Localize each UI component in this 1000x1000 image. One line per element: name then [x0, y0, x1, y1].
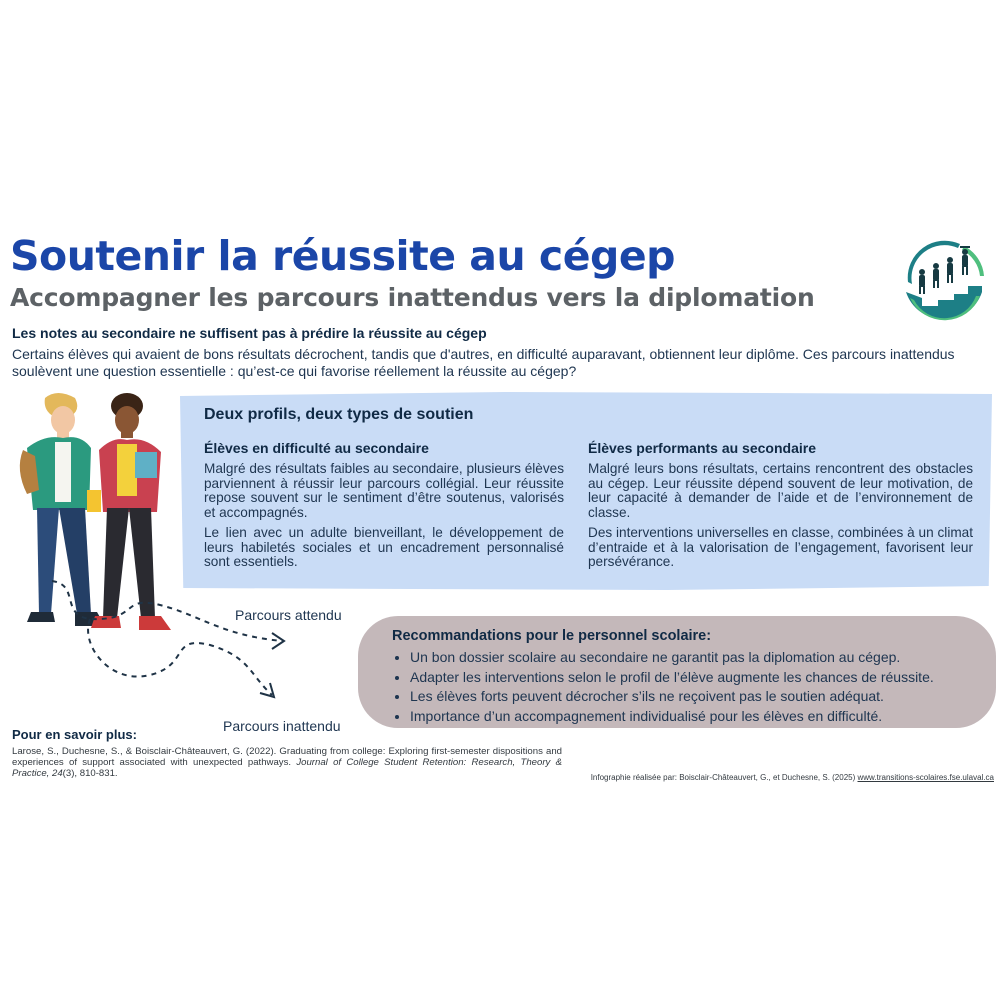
profile-left-heading: Élèves en difficulté au secondaire	[204, 440, 429, 456]
reference-issue: (3), 810-831.	[62, 768, 118, 779]
profile-left-p1: Malgré des résultats faibles au secondaire, plusieurs élèves parviennent à réussir leur parcours collégial. Leur réussite repose souvent sur le sentiment d’être soutenus, valorisés et accompagnés.	[204, 461, 564, 520]
credit-line	[574, 773, 994, 782]
profile-right-text	[588, 462, 973, 576]
credit-website-link[interactable]: www.transitions-scolaires.fse.ulaval.ca	[857, 773, 994, 782]
unexpected-path-label: Parcours inattendu	[223, 718, 341, 734]
lead-heading: Les notes au secondaire ne suffisent pas à prédire la réussite au cégep	[12, 325, 487, 341]
page-title: Soutenir la réussite au cégep	[10, 232, 676, 280]
profile-left-text	[204, 462, 564, 576]
reference-authors-title: Larose, S., Duchesne, S., & Boisclair-Châteauvert, G. (2022). Graduating from college: Exploring first-semester dispositions and experiences of support associated with unexpected pathways.	[12, 746, 562, 768]
recommendation-item: • Importance d’un accompagnement individualisé pour les élèves en difficulté.	[410, 707, 1000, 727]
more-info-title: Pour en savoir plus:	[12, 727, 137, 742]
recommendation-item: • Adapter les interventions selon le profil de l’élève augmente les chances de réussite.	[410, 668, 1000, 688]
profiles-title: Deux profils, deux types de soutien	[204, 406, 474, 423]
reference-journal: Journal of College Student Retention: Research, Theory & Practice, 24	[12, 757, 563, 779]
recommendation-item: • Un bon dossier scolaire au secondaire ne garantit pas la diplomation au cégep.	[410, 648, 1000, 668]
profile-right-p2: Des interventions universelles en classe, combinées à un climat d’entraide et à la valorisation de l’engagement, favorisent leur persévérance.	[588, 525, 973, 569]
expected-path-label: Parcours attendu	[235, 607, 342, 623]
profile-left-p2: Le lien avec un adulte bienveillant, le développement de leurs habiletés sociales et un encadrement personnalisé sont essentiels.	[204, 525, 564, 569]
page-subtitle: Accompagner les parcours inattendus vers la diplomation	[10, 283, 815, 312]
recommendations-list	[392, 648, 1000, 726]
unexpected-path-arrow	[88, 619, 272, 695]
lead-text: Certains élèves qui avaient de bons résultats décrochent, tandis que d'autres, en difficulté auparavant, obtiennent leur diplôme. Ces parcours inattendus soulèvent une question essentielle : qu’est-ce qui favorise réellement la réussite au cégep?	[12, 346, 955, 379]
reference-citation	[12, 746, 562, 779]
recommendation-item: • Les élèves forts peuvent décrocher s’ils ne reçoivent pas le soutien adéquat.	[410, 687, 1000, 707]
stairs-graduates-logo	[900, 236, 988, 324]
profile-right-heading: Élèves performants au secondaire	[588, 440, 816, 456]
pathways-diagram	[20, 575, 350, 715]
credit-text: Infographie réalisée par: Boisclair-Châteauvert, G., et Duchesne, S. (2025)	[590, 773, 858, 782]
recommendations-title: Recommandations pour le personnel scolaire:	[392, 628, 712, 644]
profile-right-p1: Malgré leurs bons résultats, certains rencontrent des obstacles au cégep. Leur réussite dépend souvent de leur motivation, de leur capacité à demander de l’aide et de l’environnement de classe.	[588, 461, 973, 520]
